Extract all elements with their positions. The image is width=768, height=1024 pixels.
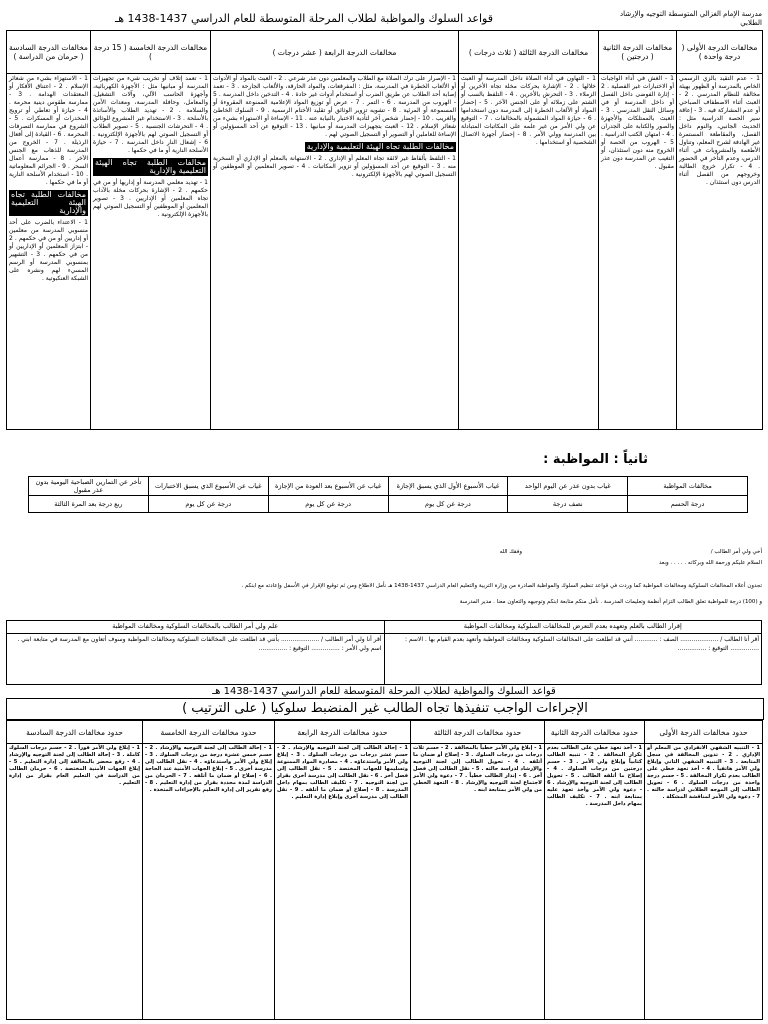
degree-6-cell <box>7 74 91 430</box>
col-header-degree-5: مخالفات الدرجة الخامسة ( 15 درجة ) <box>91 31 211 74</box>
att-value-2: درجة عن كل يوم <box>388 496 508 513</box>
document-title: قواعد السلوك والمواظبة لطلاب المرحلة المتوسطة للعام الدراسي 1437-1438 هـ <box>115 12 493 25</box>
att-header-3: غياب عن الأسبوع بعد العودة من الإجازة <box>268 477 388 496</box>
att-header-1: غياب بدون عذر عن اليوم الواحد <box>508 477 628 496</box>
procedures-title: قواعد السلوك والمواظبة لطلاب المرحلة المتوسطة للعام الدراسي 1437-1438 هـ <box>212 686 556 697</box>
parent-ack-title: علم ولي أمر الطالب بالمخالفات السلوكية ومخالفات المواظبة <box>7 621 385 634</box>
degree-4-cell <box>211 74 459 430</box>
parent-letter <box>6 548 762 618</box>
att-header-2: غياب الأسبوع الأول الذي يسبق الإجازة <box>388 477 508 496</box>
col-header-degree-3: مخالفات الدرجة الثالثة ( ثلاث درجات ) <box>459 31 599 74</box>
proc-cell-5: 1 - إحالة الطالب إلى لجنة التوجيه والإرشاد . 2 - حسم خمس عشرة درجة من درجات السلوك . 3 - إبلاغ ولي الأمر واستدعاؤه . 4 - نقل الطالب إلى مدرسة أخرى . 5 - إبلاغ الجهات الأمنية عند الحاجة . 6 - إصلاح أو ضمان ما أتلفه . 7 - الحرمان من الدراسة لمدة محددة بقرار من إدارة التعليم . 8 - رفع تقرير إلى إدارة التعليم بالإجراءات المتخذة . <box>143 744 275 1020</box>
letter-salam: السلام عليكم ورحمة الله وبركاته . . . . . وبعد <box>658 560 762 566</box>
degree-5-text: 1 - تعمد إتلاف أو تخريب شيء من تجهيزات المدرسة أو مبانيها مثل : الأجهزة الكهربائية، وأجهزة الحاسب الآلي، وآلات التشغيل، والمعامل، وحافلة المدرسة، ومعدات الأمن والسلامة . 2 - تهديد الطلاب والأساتذة بالأسلحة . 3 - الاستخدام غير المشروع للوثائق . 4 - التحرشات الجنسية . 5 - تصوير الطلاب أو التسجيل الصوتي لهم بالأجهزة الإلكترونية . 6 - إشعال النار داخل المدرسة . 7 - حيازة الأسلحة النارية أو ما في حكمها . <box>93 75 209 155</box>
att-header-5: تأخر عن التمارين الصباحية اليومية بدون عذر مقبول <box>29 477 149 496</box>
proc-cell-3: 1 - إبلاغ ولي الأمر خطياً بالمخالفة . 2 - حسم ثلاث درجات من درجات السلوك . 3 - إصلاح أو ضمان ما أتلفه . 4 - تحويل الطالب إلى لجنة التوجيه والإرشاد لدراسة حالته . 5 - نقل الطالب إلى فصل آخر . 6 - إنذار الطالب خطياً . 7 - دعوة ولي الأمر لاجتماع لجنة التوجيه والإرشاد . 8 - التعهد الخطي من ولي الأمر بمتابعة ابنه . <box>411 744 545 1020</box>
degree-5-cell <box>91 74 211 430</box>
att-value-0: درجة الحسم <box>628 496 748 513</box>
attendance-table <box>28 476 748 513</box>
degree-5-staff-text: 1 - تهديد معلمي المدرسة أو إداريها أو من في حكمهم . 2 - الإشارة بحركات مخلة بالآداب تجاه المعلمين أو الإداريين . 3 - تصوير المعلمين أو الموظفين أو التسجيل الصوتي لهم بالأجهزة الإلكترونية . <box>93 179 208 219</box>
proc-cell-4: 1 - إحالة الطالب إلى لجنة التوجيه والإرشاد . 2 - حسم عشر درجات من درجات السلوك . 3 - إبلاغ ولي الأمر واستدعاؤه . 4 - مصادرة المواد الممنوعة وتسليمها للجهات المختصة . 5 - نقل الطالب إلى فصل آخر . 6 - نقل الطالب إلى مدرسة أخرى بقرار من لجنة التوجيه . 7 - تكليف الطالب بمهام داخل المدرسة . 8 - إصلاح أو ضمان ما أتلفه . 9 - نقل الطالب إلى مدرسة أخرى وإبلاغ إدارة التعليم . <box>275 744 411 1020</box>
letter-body-2: و (100) درجة للمواظبة تعلق الطالب التزام أنظمة وتعليمات المدرسة . نأمل منكم متابعة ابنكم وتوجيهه والتعاون معنا . مدير المدرسة <box>459 599 762 605</box>
att-value-1: نصف درجة <box>508 496 628 513</box>
letter-wish: وفقك الله <box>499 549 522 555</box>
behavior-violations-table <box>6 30 763 430</box>
degree-6-staff-text: 1 - الاعتداء بالضرب على أحد منسوبي المدرسة من معلمين أو إداريين أو من في حكمهم . 2 - ابتزاز المعلمين أو الإداريين أو من في حكمهم . 3 - التشهير بمنسوبي المدرسة أو الرسم المسيء لهم ونشره على الشبكة العنكبوتية . <box>9 219 88 283</box>
att-value-5: ربع درجة بعد المرة الثالثة <box>29 496 149 513</box>
letter-body-1: تجدون أعلاه المخالفات السلوكية ومخالفات المواظبة كما وردت في قواعد تنظيم السلوك والمواظبة الصادرة من وزارة التربية والتعليم العام الدراسي 1437-1438 هـ نأمل الاطلاع ومن ثم توقيع الإقرار في الأسفل وإعادته مع ابنكم . <box>241 583 762 589</box>
proc-cell-6: 1 - إبلاغ ولي الأمر فوراً . 2 - حسم درجات السلوك كاملة . 3 - إحالة الطالب إلى لجنة التوجيه والإرشاد . 4 - رفع محضر بالمخالفة إلى إدارة التعليم . 5 - إبلاغ الجهات الأمنية المختصة . 6 - حرمان الطالب من الدراسة في التعليم العام بقرار من إدارة التعليم . <box>7 744 143 1020</box>
degree-6-text: 1 - الاستهزاء بشيء من شعائر الإسلام . 2 - اعتناق الأفكار أو المعتقدات الهدامة . 3 - ممارسة طقوس دينية محرمة . 4 - حيازة أو تعاطي أو ترويج المخدرات أو المسكرات . 5 - الشروع في ممارسة التصرفات المحرمة . 6 - القيادة إلى أفعال الرذيلة . 7 - الخروج من المدرسة للذهاب مع الجنس الآخر . 8 - ممارسة أعمال السحر . 9 - الجرائم المعلوماتية . 10 - استخدام الأسلحة النارية أو ما في حكمها . <box>9 75 89 187</box>
degree-1-text: 1 - عدم التقيد بالزي الرسمي الخاص بالمدرسة أو الظهور بهيئة مخالفة للنظام المدرسي . 2 - العبث أثناء الاصطفاف الصباحي أو عدم المشاركة فيه . 3 - إعاقة سير الحصة الدراسية مثل : الحديث الجانبي، والنوم داخل الفصل، والمقاطعة المستمرة غير الهادفة لشرح المعلم، وتناول الأطعمة والمشروبات في أثناء الدرس، وعدم التأخر في الحضور . 4 - تكرار خروج الطالبة وخروجهم من الفصل أثناء الدرس دون استئذان . <box>679 75 761 187</box>
degree-2-cell <box>599 74 677 430</box>
proc-header-2: حدود مخالفات الدرجة الثانية <box>545 721 645 744</box>
proc-header-6: حدود مخالفات الدرجة السادسة <box>7 721 143 744</box>
proc-header-5: حدود مخالفات الدرجة الخامسة <box>143 721 275 744</box>
student-ack-text: أقر أنا الطالب / .................... الصف : ............ أنني قد اطلعت على المخالفات السلوكية ومخالفات المواظبة وأتعهد بعدم القيام بها . الاسم : ............... التوقيع : ............... <box>384 634 762 685</box>
degree-3-cell <box>459 74 599 430</box>
degree-4-staff-heading: مخالفات الطلبة تجاه الهيئة التعليمية والإدارية <box>306 142 454 152</box>
parent-ack-text: أقر أنا ولي أمر الطالب / .................... بأنني قد اطلعت على المخالفات السلوكية ومخالفات المواظبة وسوف أتعاون مع المدرسة في متابعة ابني . اسم ولي الأمر : ............... التوقيع : ............... <box>7 634 385 685</box>
col-header-degree-6: مخالفات الدرجة السادسة ( حرمان من الدراسة ) <box>7 31 91 74</box>
col-header-degree-4: مخالفات الدرجة الرابعة ( عشر درجات ) <box>211 31 459 74</box>
proc-header-3: حدود مخالفات الدرجة الثالثة <box>411 721 545 744</box>
degree-2-text: 1 - الغش في أداء الواجبات أو الاختبارات غير الفصلية . 2 - إثارة الفوضى داخل الفصل أو داخل المدرسة أو في وسائل النقل المدرسي . 3 - العبث بالممتلكات والأجهزة والصور والكتابة على الجدران . 4 - امتهان الكتب الدراسية . 5 - الهروب من الحصة أو الخروج منه دون استئذان، أو التغيب عن المدرسة دون عذر مقبول . <box>601 75 674 171</box>
proc-cell-1: 1 - التنبيه الشفهي الانفرادي من المعلم أو الإداري . 2 - تدوين المخالفة في سجل المتابعة . 3 - التنبيه الشفهي الثاني وإبلاغ ولي الأمر هاتفياً . 4 - أخذ تعهد خطي على الطالب بعدم تكرار المخالفة . 5 - حسم درجة واحدة من درجات السلوك . 6 - تحويل الطالب إلى الموجه الطلابي لدراسة حالته . 7 - دعوة ولي الأمر لمناقشة المشكلة . <box>645 744 763 1020</box>
col-header-degree-2: مخالفات الدرجة الثانية ( درجتين ) <box>599 31 677 74</box>
procedures-table <box>6 720 763 1020</box>
degree-4-text: 1 - الإصرار على ترك الصلاة مع الطلاب والمعلمين دون عذر شرعي . 2 - العبث بالمواد أو الأدوات أو الألعاب الخطرة في المدرسة، مثل : المفرقعات، والمواد الحارقة، والألعاب الجارحة . 3 - تعمد إصابة أحد الطلاب عن طريق الضرب أو استخدام أدوات غير حادة . 4 - التدخين داخل المدرسة . 5 - الهروب من المدرسة . 6 - التمر . 7 - عرض أو توزيع المواد الإعلامية الممنوعة المقروءة أو المسموعة أو المرئية . 8 - تشويه تزوير الوثائق أو تقليد الأختام الرسمية . 9 - السلوك الخاطئ والغريب . 10 - إحضار شخص آخر لتأدية الاختبار بالنيابة عنه . 11 - الإساءة أو الاستهزاء بشيء من شعائر الإسلام . 12 - العبث بتجهيزات المدرسة أو مبانيها . 13 - التوقيع عن أحد المسؤولين أو الإساءة للعاملين أو التصوير أو التسجيل الصوتي لهم . <box>213 75 457 139</box>
att-value-4: درجة عن كل يوم <box>148 496 268 513</box>
degree-3-text: 1 - التهاون في أداء الصلاة داخل المدرسة أو العبث خلالها . 2 - الإشارة بحركات مخلة تجاه الأخرين أو الزملاء . 3 - التحرش بالأخرين . 4 - التلفظ بالسب أو الشتم على زملائه أو على الجنس الآخر . 5 - إحضار المواد أو الألعاب الخطرة إلى المدرسة دون استخدامها . 6 - حيازة المواد المشمولة بالمخالفات . 7 - التوقيع عن ولي الأمر من غير علمه على المكاتبات المتبادلة بين المدرسة وولي الأمر . 8 - إحضار أجهزة الاتصال الشخصية أو استخدامها . <box>461 75 597 147</box>
col-header-degree-1: مخالفات الدرجة الأولى ( درجة واحدة ) <box>677 31 763 74</box>
student-ack-title: إقرار الطالب بالعلم وتعهده بعدم التعرض للمخالفات السلوكية ومخالفات المواظبة <box>384 621 762 634</box>
degree-5-staff-heading: مخالفات الطلبة تجاه الهيئة التعليمية والإدارية <box>95 158 206 176</box>
degree-1-cell <box>677 74 763 430</box>
degree-4-staff-text: 1 - التلفظ بألفاظ غير لائقة تجاه المعلم أو الإداري . 2 - الاستهانة بالمعلم أو الإداري أو السخرية منه . 3 - التوقيع عن أحد المسؤولين أو تزوير المكاتبات . 4 - تصوير المعلمين أو الموظفين أو التسجيل الصوتي لهم بالأجهزة الإلكترونية . <box>213 155 456 179</box>
letter-greeting: أخي ولي أمر الطالب / <box>710 549 762 555</box>
proc-header-1: حدود مخالفات الدرجة الأولى <box>645 721 763 744</box>
att-header-0: مخالفات المواظبة <box>628 477 748 496</box>
procedures-box-heading: الإجراءات الواجب تنفيذها تجاه الطالب غير المنضبط سلوكيا ( على الترتيب ) <box>6 698 764 720</box>
att-value-3: درجة عن كل يوم <box>268 496 388 513</box>
degree-6-staff-heading: مخالفات الطلبة تجاه الهيئة التعليمية والإدارية <box>11 190 86 216</box>
proc-header-4: حدود مخالفات الدرجة الرابعة <box>275 721 411 744</box>
school-name: مدرسة الإمام الغزالي المتوسطة التوجيه والإرشاد الطلابي <box>620 10 762 27</box>
att-header-4: غياب عن الأسبوع الذي يسبق الاختبارات <box>148 477 268 496</box>
proc-cell-2: 1 - أخذ تعهد خطي على الطالب بعدم تكرار المخالفة . 2 - تنبيه الطالب كتابياً وإبلاغ ولي الأمر . 3 - حسم درجتين من درجات السلوك . 4 - إصلاح ما أتلفه الطالب . 5 - تحويل الطالب إلى لجنة التوجيه والإرشاد . 6 - دعوة ولي الأمر وأخذ تعهد عليه بمتابعة ابنه . 7 - تكليف الطالب بمهام داخل المدرسة . <box>545 744 645 1020</box>
acknowledgement-table <box>6 620 762 685</box>
attendance-heading: ثانياً : المواظبة : <box>543 452 648 467</box>
